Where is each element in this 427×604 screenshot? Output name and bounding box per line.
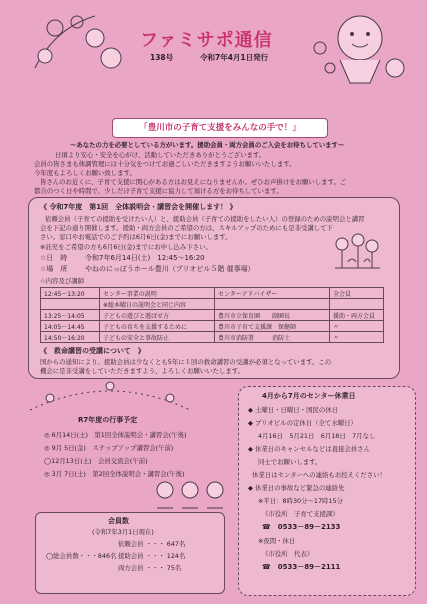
holiday-item: ◆ 休業日のキャンセルなどは直接会員さん <box>248 445 370 453</box>
schedule-heading: R7年度の行事予定 <box>78 416 138 424</box>
issue-number: 138号 <box>150 53 174 62</box>
holiday-item: 同士でお願いします。 <box>258 458 322 466</box>
holiday-item: 《市役所 子育て支援課》 <box>262 510 339 518</box>
members-row: 援助会員 ・・・ 124名 <box>118 552 186 560</box>
table-cell: 豊川市消防署 消防士 <box>215 332 330 343</box>
holidays-heading: 4月から7月のセンター休業日 <box>262 392 356 400</box>
table-cell: 子どもの育ちを支援するために <box>100 321 215 332</box>
table-cell: 子どもの遊びと遊ばせ方 <box>100 310 215 321</box>
table-cell: 援助・両方会員 <box>330 310 384 321</box>
schedule-item: ◯12月13日(土) 会員交流会(午前) <box>44 457 148 465</box>
intro-line: 日頃より安心・安全を心がけ、活動していただきありがとうございます。 <box>55 151 266 159</box>
holiday-phone: ☎ 0533－89－2111 <box>262 563 341 571</box>
header-decoration-right <box>300 8 410 98</box>
table-cell: 豊川市立保育園 副園長 <box>215 310 330 321</box>
seminar-schedule-table <box>40 287 384 343</box>
intro-line: 今年度もよろしくお願い致します。 <box>34 169 136 177</box>
place-value: やねのにっぽうホール豊川（プリオビル５階 催事場） <box>85 265 255 273</box>
content-label: ☆内容及び講師 <box>40 277 85 285</box>
lifesaving-body: 機会に是非受講をしていただきますよう、よろしくお願いいたします。 <box>40 367 244 375</box>
table-cell: 豊川市子育て支援課 保健師 <box>215 321 330 332</box>
lifesaving-heading: 《 救命講習の受講について 》 <box>40 347 145 355</box>
table-cell <box>215 299 330 310</box>
table-row <box>41 299 384 310</box>
seminar-note: ※託児をご希望の方も6月6日(金)までにお申し込み下さい。 <box>40 243 212 251</box>
issue-date: 令和7年4月1日発行 <box>200 53 269 62</box>
members-row: 依頼会員 ・・・ 647名 <box>118 540 186 548</box>
header-decoration-left <box>25 8 125 78</box>
seminar-body: さい。窓口やお電話でのご予約は6月6日(金)までにお願いします。 <box>40 233 232 241</box>
schedule-item: ◎ 9月 5日(金) ステップアップ講習会(午前) <box>44 444 174 452</box>
table-cell: 〃 <box>330 332 384 343</box>
flower-illustration <box>330 232 385 274</box>
table-cell: 全会員 <box>330 288 384 299</box>
holiday-item: ※平日：8時30分～17時15分 <box>258 497 343 505</box>
table-cell <box>330 299 384 310</box>
table-cell: 14:50～16:20 <box>41 332 100 343</box>
newsletter-title: ファミサポ通信 <box>140 30 273 51</box>
members-row: 両方会員 ・・・ 75名 <box>118 564 182 572</box>
holiday-phone: ☎ 0533－89－2133 <box>262 523 341 531</box>
table-cell: 12:45～13:20 <box>41 288 100 299</box>
schedule-item: ◎ 6月14日(土) 第1回全体説明会・講習会(午後) <box>44 431 187 439</box>
table-cell: センター事業の説明 <box>100 288 215 299</box>
holiday-item: ◆ 土曜日・日曜日・国民の休日 <box>248 406 339 414</box>
holiday-item: 4月16日 5月21日 6月18日 7月なし <box>258 432 376 440</box>
table-row <box>41 310 384 321</box>
datetime-value: 令和7年6月14日(土) 12:45～16:20 <box>85 254 205 262</box>
table-row <box>41 332 384 343</box>
holiday-item: ※夜間・休日 <box>258 537 296 545</box>
seminar-body: 依頼会員（子育ての援助を受けたい人）と、援助会員（子育ての援助をしたい人）の登録のための説明会と講習 <box>45 215 365 223</box>
members-heading: 会員数 <box>108 517 129 525</box>
seminar-heading: 《 令和7年度 第1回 全体説明会・講習会を開催します！ 》 <box>40 203 237 211</box>
table-cell: 〃 <box>330 321 384 332</box>
place-label: ☆場 所 <box>40 265 68 273</box>
members-asof: (令和7年3月1日現在) <box>92 528 154 536</box>
datetime-label: ☆日 時 <box>40 254 68 262</box>
intro-line: 会員の皆さまも体調管理には十分気をつけてお過ごしいただきますようお願いいたします。 <box>34 160 296 168</box>
table-cell: 13:25～14:05 <box>41 310 100 321</box>
dotted-arch-decoration <box>10 380 210 414</box>
intro-line: 都合のつく日や時間で、少しだけ子育て支援に協力して頂ける方をお待ちしています。 <box>34 187 283 195</box>
table-cell: 子どもの安全と事故防止 <box>100 332 215 343</box>
table-cell <box>41 299 100 310</box>
holiday-item: ◆ プリオビルの定休日（全て水曜日） <box>248 419 357 427</box>
schedule-item: ◎ 3月 7日(土) 第2回全体説明会・講習会(午後) <box>44 470 185 478</box>
table-cell: センターアドバイザー <box>215 288 330 299</box>
intro-line: 皆さんのお近くに、子育て支援に関心がある方はお見えになりませんか。ぜひお声掛けをお願いします。ご <box>40 178 347 186</box>
table-header-row <box>41 288 384 299</box>
members-total: ◯総会員数・・・846名 <box>46 552 117 560</box>
seminar-body: 会を下記の通り開催します。援助・両方会員のご希望の方は、スキルアップのためにも是非受講して下 <box>40 224 333 232</box>
intro-lead: ～あなたの力を必要としている方がいます。援助会員・両方会員のご入会をお待ちしています～ <box>70 141 345 149</box>
children-illustration <box>150 478 230 512</box>
table-row <box>41 321 384 332</box>
holiday-item: ◆ 休業日の事故など緊急の連絡先 <box>248 484 345 492</box>
table-cell: 14:05～14:45 <box>41 321 100 332</box>
slogan: 「豊川市の子育て支援をみんなの手で！」 <box>112 118 328 138</box>
table-cell: ※総本曜日の説明会と同じ内容 <box>100 299 215 310</box>
lifesaving-body: 国からの通知により、援助会員は少なくとも5年に１回の救命講習の受講が必須となっています。この <box>40 358 332 366</box>
holiday-item: 《市役所 代表》 <box>262 550 314 558</box>
holiday-item: 休業日はセンターへの連絡もお控えください！ <box>252 471 386 479</box>
